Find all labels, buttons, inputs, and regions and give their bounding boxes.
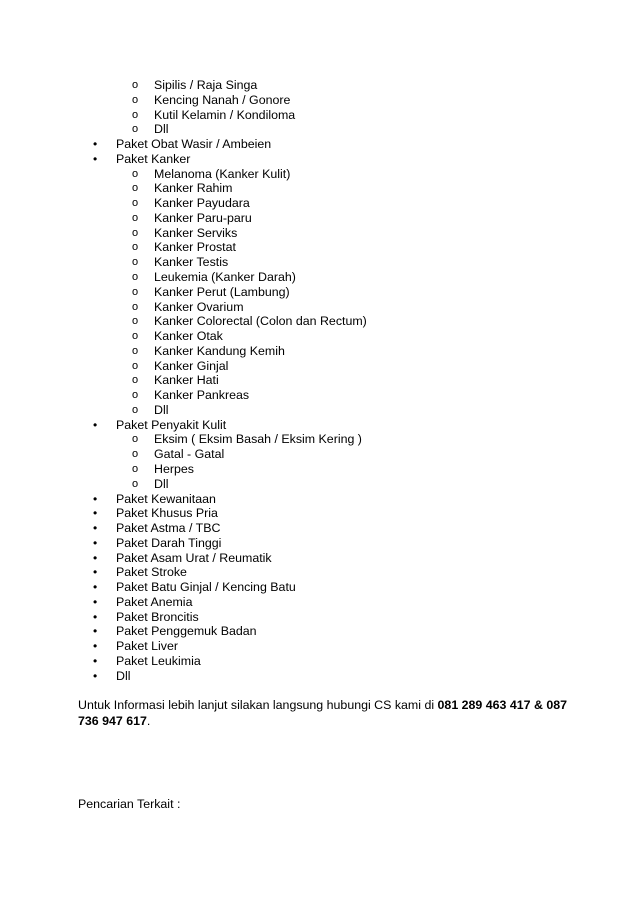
list-item-text: Herpes xyxy=(154,462,194,477)
list-item-text: Paket Khusus Pria xyxy=(116,506,218,521)
related-search-label: Pencarian Terkait : xyxy=(78,797,181,811)
dot-bullet-icon: • xyxy=(93,550,98,565)
dot-bullet-icon: • xyxy=(93,624,98,639)
circle-bullet-icon: o xyxy=(132,211,139,224)
list-item-text: Paket Batu Ginjal / Kencing Batu xyxy=(116,580,296,595)
list-item-text: Paket Broncitis xyxy=(116,609,199,624)
list-item-text: Kanker Rahim xyxy=(154,181,233,196)
list-item-text: Paket Obat Wasir / Ambeien xyxy=(116,137,272,152)
list-item-text: Dll xyxy=(154,402,169,417)
dot-bullet-icon: • xyxy=(93,521,98,536)
circle-bullet-icon: o xyxy=(132,448,139,461)
list-item-text: Melanoma (Kanker Kulit) xyxy=(154,166,291,181)
dot-bullet-icon: • xyxy=(93,609,98,624)
list-item-text: Kanker Ovarium xyxy=(154,299,244,314)
circle-bullet-icon: o xyxy=(132,93,139,106)
list-item-text: Paket Leukimia xyxy=(116,654,201,669)
circle-bullet-icon: o xyxy=(132,241,139,254)
dot-bullet-icon: • xyxy=(93,565,98,580)
list-item-text: Kanker Pankreas xyxy=(154,388,250,403)
list-item-text: Kanker Kandung Kemih xyxy=(154,343,285,358)
list-item-text: Paket Asam Urat / Reumatik xyxy=(116,550,272,565)
contact-end: . xyxy=(146,714,151,728)
contact-paragraph xyxy=(78,697,568,729)
list-item-text: Paket Anemia xyxy=(116,594,193,609)
list-item-text: Kanker Hati xyxy=(154,373,219,388)
circle-bullet-icon: o xyxy=(132,167,139,180)
contact-phones: 081 289 463 417 & 087 736 947 617 xyxy=(78,698,568,728)
list-item-text: Paket Kewanitaan xyxy=(116,491,216,506)
circle-bullet-icon: o xyxy=(132,433,139,446)
list-item-text: Paket Kanker xyxy=(116,151,191,166)
circle-bullet-icon: o xyxy=(132,403,139,416)
contact-text: Untuk Informasi lebih lanjut silakan langsung hubungi CS kami di xyxy=(78,698,438,712)
dot-bullet-icon: • xyxy=(93,654,98,669)
circle-bullet-icon: o xyxy=(132,123,139,136)
dot-bullet-icon: • xyxy=(93,580,98,595)
list-item-text: Leukemia (Kanker Darah) xyxy=(154,270,296,284)
dot-bullet-icon: • xyxy=(93,491,98,506)
dot-bullet-icon: • xyxy=(93,506,98,521)
list-item-text: Eksim ( Eksim Basah / Eksim Kering ) xyxy=(154,432,362,447)
list-item-text: Kutil Kelamin / Kondiloma xyxy=(154,107,296,122)
dot-bullet-icon: • xyxy=(93,668,98,683)
list-item-text: Paket Stroke xyxy=(116,565,187,580)
dot-bullet-icon: • xyxy=(93,639,98,654)
circle-bullet-icon: o xyxy=(132,108,139,121)
list-item-text: Paket Penggemuk Badan xyxy=(116,624,257,639)
list-item-text: Kanker Paru-paru xyxy=(154,210,252,225)
list-item-text: Kanker Payudara xyxy=(154,196,250,211)
circle-bullet-icon: o xyxy=(132,330,139,343)
circle-bullet-icon: o xyxy=(132,197,139,210)
list-item-text: Kanker Serviks xyxy=(154,225,238,240)
circle-bullet-icon: o xyxy=(132,477,139,490)
circle-bullet-icon: o xyxy=(132,300,139,313)
circle-bullet-icon: o xyxy=(132,285,139,298)
list-item-text: Paket Liver xyxy=(116,639,178,654)
list-item-text: Kanker Colorectal (Colon dan Rectum) xyxy=(154,314,367,329)
circle-bullet-icon: o xyxy=(132,315,139,328)
list-item-text: Dll xyxy=(154,476,169,491)
list-item-text: Kanker Ginjal xyxy=(154,358,229,373)
circle-bullet-icon: o xyxy=(132,463,139,476)
list-item-text: Kanker Otak xyxy=(154,329,223,344)
list-item-text: Kanker Testis xyxy=(154,255,229,270)
list-item-text: Dll xyxy=(116,668,131,683)
dot-bullet-icon: • xyxy=(93,535,98,550)
dot-bullet-icon: • xyxy=(93,137,98,152)
list-item-text: Paket Penyakit Kulit xyxy=(116,417,227,432)
circle-bullet-icon: o xyxy=(132,344,139,357)
list-item-text: Kanker Prostat xyxy=(154,240,236,255)
circle-bullet-icon: o xyxy=(132,256,139,269)
circle-bullet-icon: o xyxy=(132,182,139,195)
list-item-text: Dll xyxy=(154,122,169,137)
circle-bullet-icon: o xyxy=(132,374,139,387)
list-item-text: Paket Astma / TBC xyxy=(116,521,221,536)
list-item-text: Gatal - Gatal xyxy=(154,447,225,462)
circle-bullet-icon: o xyxy=(132,359,139,372)
circle-bullet-icon: o xyxy=(132,79,139,91)
dot-bullet-icon: • xyxy=(93,417,98,432)
list-item-text: Kencing Nanah / Gonore xyxy=(154,92,291,107)
list-item-text: Kanker Perut (Lambung) xyxy=(154,284,290,299)
circle-bullet-icon: o xyxy=(132,389,139,402)
list-item-text: Sipilis / Raja Singa xyxy=(154,78,258,92)
circle-bullet-icon: o xyxy=(132,226,139,239)
dot-bullet-icon: • xyxy=(93,151,98,166)
dot-bullet-icon: • xyxy=(93,594,98,609)
circle-bullet-icon: o xyxy=(132,271,139,283)
list-item-text: Paket Darah Tinggi xyxy=(116,535,222,550)
